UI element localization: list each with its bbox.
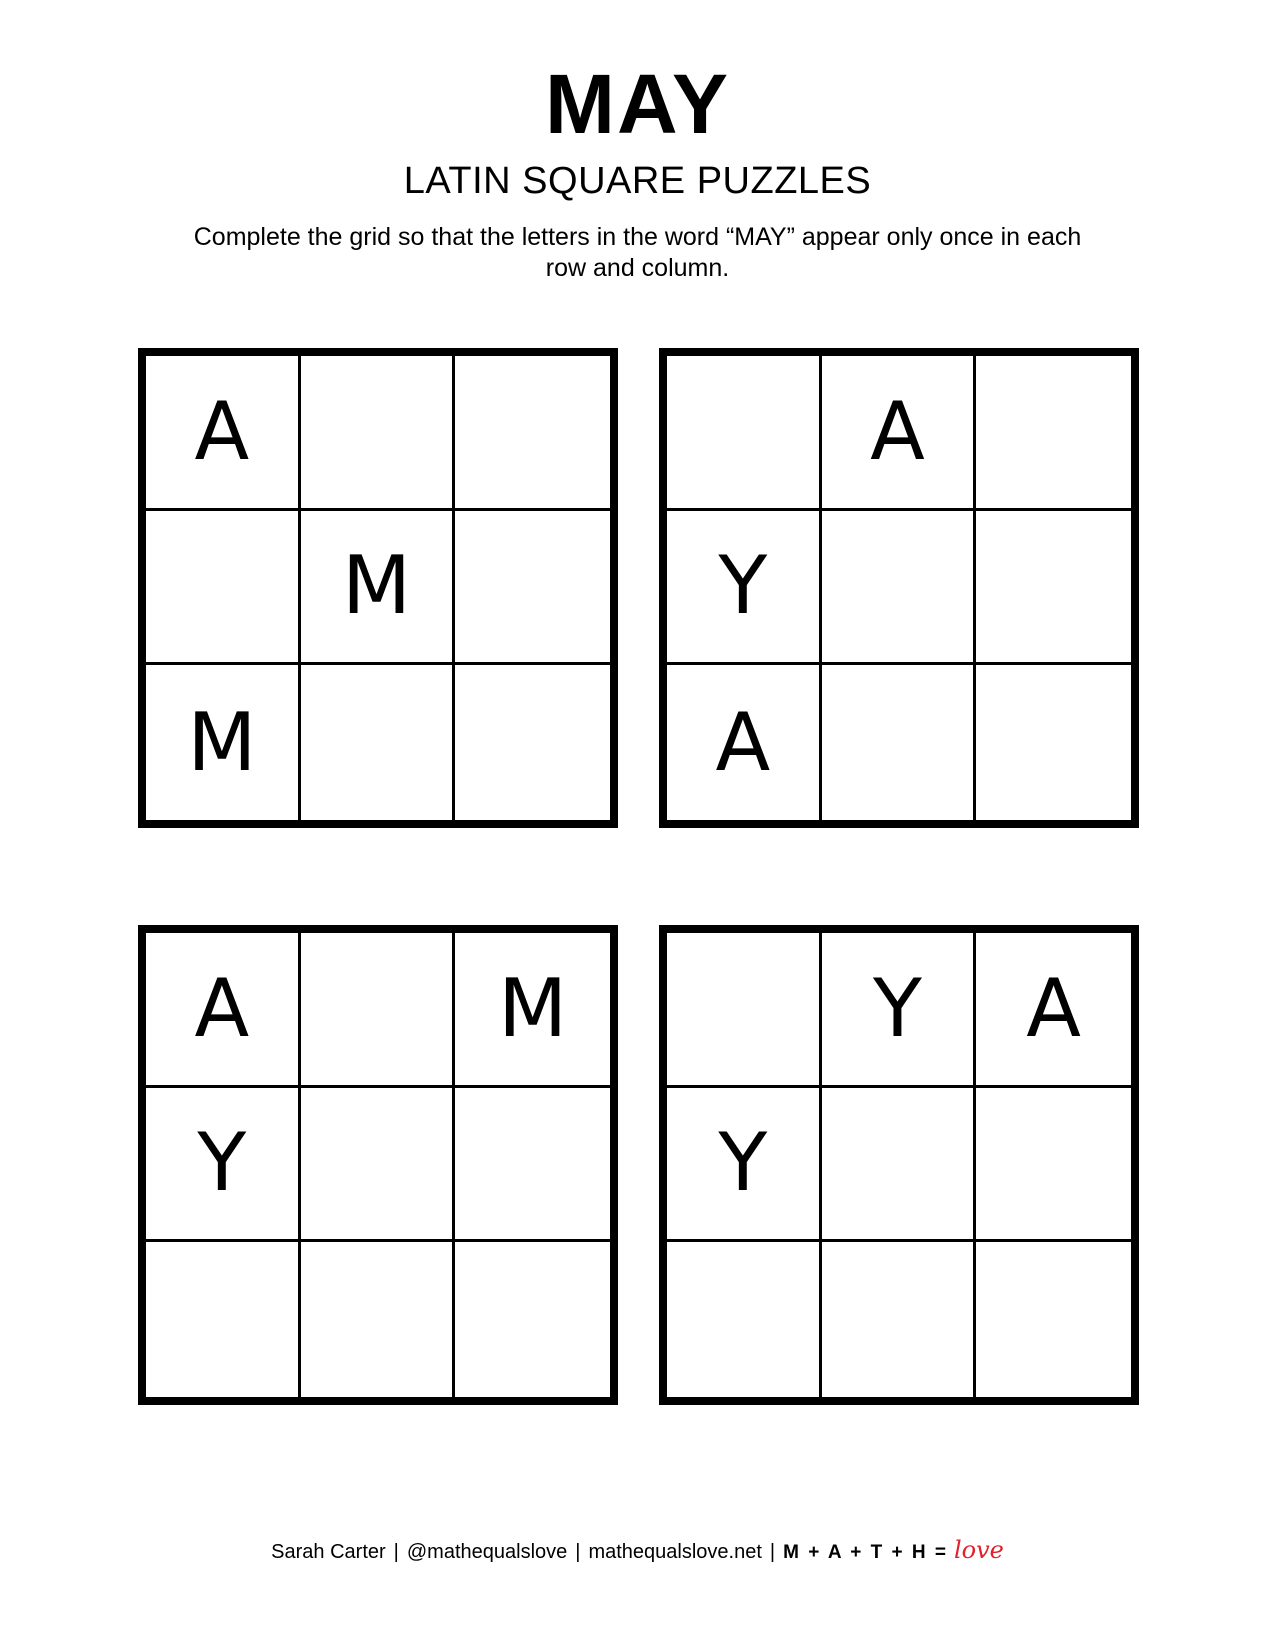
grid-cell[interactable] — [455, 356, 610, 511]
grid-cell[interactable] — [455, 511, 610, 666]
grid-cell[interactable] — [667, 933, 822, 1088]
grid-cell[interactable] — [976, 511, 1131, 666]
grid-cell[interactable] — [455, 665, 610, 820]
puzzle-grid-2 — [659, 348, 1139, 828]
grid-cell[interactable] — [822, 1242, 977, 1397]
grid-cell[interactable]: M — [455, 933, 610, 1088]
grid-cell[interactable] — [146, 1242, 301, 1397]
footer-separator: | — [393, 1541, 399, 1563]
grid-cell[interactable]: M — [301, 511, 456, 666]
grid-cell[interactable]: A — [822, 356, 977, 511]
footer-separator: | — [575, 1541, 581, 1563]
grid-cell[interactable]: Y — [146, 1088, 301, 1243]
grid-cell[interactable]: Y — [667, 1088, 822, 1243]
footer-website-link[interactable]: mathequalslove.net — [588, 1541, 762, 1563]
grid-cell[interactable] — [667, 1242, 822, 1397]
puzzle-grid-4 — [659, 925, 1139, 1405]
grid-cell[interactable] — [976, 1242, 1131, 1397]
grid-cell[interactable] — [667, 356, 822, 511]
grid-cell[interactable] — [976, 356, 1131, 511]
grid-cell[interactable] — [301, 356, 456, 511]
grid-cell[interactable] — [455, 1088, 610, 1243]
page-title: MAY — [545, 57, 730, 151]
grid-cell[interactable]: M — [146, 665, 301, 820]
grid-cell[interactable] — [455, 1242, 610, 1397]
grid-cell[interactable]: Y — [667, 511, 822, 666]
footer-author: Sarah Carter — [271, 1541, 386, 1563]
footer-brand-logo: M + A + T + H = — [783, 1542, 948, 1563]
footer-separator: | — [769, 1541, 776, 1563]
footer — [0, 1536, 1275, 1567]
grid-cell[interactable] — [146, 511, 301, 666]
grid-cell[interactable]: A — [146, 356, 301, 511]
footer-brand-love: love — [953, 1536, 1004, 1564]
page-subtitle: LATIN SQUARE PUZZLES — [403, 160, 872, 202]
grid-cell[interactable]: Y — [822, 933, 977, 1088]
grid-cell[interactable] — [822, 665, 977, 820]
puzzle-grid-1 — [138, 348, 618, 828]
grid-cell[interactable] — [301, 1242, 456, 1397]
instructions-text: Complete the grid so that the letters in the word “MAY” appear only once in each row and column. — [193, 223, 1082, 282]
grid-cell[interactable] — [822, 1088, 977, 1243]
grid-cell[interactable]: A — [667, 665, 822, 820]
puzzle-grid-3 — [138, 925, 618, 1405]
footer-handle: @mathequalslove — [406, 1541, 568, 1563]
grid-cell[interactable] — [301, 665, 456, 820]
grid-cell[interactable] — [976, 665, 1131, 820]
grid-cell[interactable] — [301, 933, 456, 1088]
grid-cell[interactable]: A — [146, 933, 301, 1088]
grid-cell[interactable] — [822, 511, 977, 666]
grid-cell[interactable] — [976, 1088, 1131, 1243]
grid-cell[interactable] — [301, 1088, 456, 1243]
grid-cell[interactable]: A — [976, 933, 1131, 1088]
